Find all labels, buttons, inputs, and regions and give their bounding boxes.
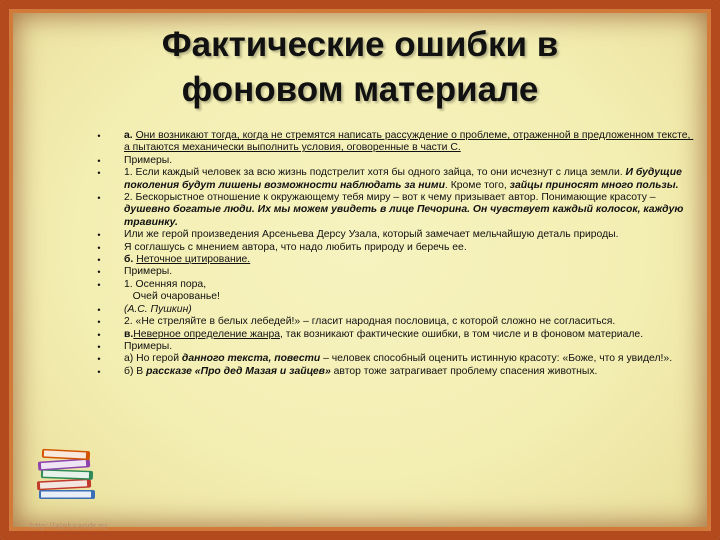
- bullet-text: 2. Бескорыстное отношение к окружающему тебя миру – вот к чему призывает автор. Понимающие красоту –: [124, 192, 659, 204]
- bullet-item: [94, 366, 698, 378]
- title-line-2: фоновом материале: [181, 70, 539, 109]
- bullet-text: Примеры.: [124, 266, 173, 278]
- bullet-text: б) В: [124, 365, 147, 377]
- bullet-text: данного текста, повести: [181, 353, 321, 365]
- bullet-item: [94, 192, 698, 229]
- bullet-text: , так возникают фактические ошибки, в том числе и в фоновом материале.: [280, 328, 644, 340]
- bullet-text: Примеры.: [124, 340, 173, 352]
- bullet-text: (А.С. Пушкин): [124, 303, 192, 315]
- bullet-item: [94, 304, 698, 316]
- bullet-list: [94, 130, 698, 378]
- bullet-marker: •: [97, 255, 101, 266]
- bullet-item: [94, 329, 698, 341]
- bullet-marker: •: [97, 329, 101, 340]
- bullet-item: [94, 279, 698, 304]
- bullet-marker: •: [97, 168, 101, 179]
- bullet-text: Неточное цитирование.: [136, 254, 251, 266]
- bullet-text: в.: [124, 328, 134, 340]
- bullet-item: [94, 316, 698, 328]
- bullet-text: автор тоже затрагивает проблему спасения животных.: [330, 365, 598, 377]
- bullet-marker: •: [97, 354, 101, 365]
- bullet-item: [94, 130, 698, 155]
- bullet-marker: •: [97, 267, 101, 278]
- bullet-item: [94, 254, 698, 266]
- bullet-text: 2. «Не стреляйте в белых лебедей!» – гласит народная пословица, с которой сложно не согласиться.: [124, 316, 616, 328]
- bullet-text: Очей очарованье!: [124, 291, 220, 303]
- bullet-item: [94, 266, 698, 278]
- bullet-text: Или же герой произведения Арсеньева Дерсу Узала, который замечает мельчайшую деталь природы.: [124, 229, 619, 241]
- bullet-text: Неверное определение жанра: [133, 328, 281, 340]
- bullet-text: Я соглашусь с мнением автора, что надо любить природу и беречь ее.: [124, 241, 467, 253]
- bullet-marker: •: [97, 193, 101, 204]
- bullet-marker: •: [97, 304, 101, 315]
- books-stack-icon: [33, 436, 103, 506]
- bullet-text: душевно богатые люди. Их мы можем увидеть в лице Печорина. Он чувствует каждый колосок, каждую травинку.: [124, 204, 687, 228]
- bullet-text: Примеры.: [124, 154, 173, 166]
- bullet-text: Они возникают тогда, когда не стремятся написать рассуждение о проблеме, отраженной в предложенном тексте, а пытаются механически выполнить условия, оговоренные в части С.: [124, 130, 694, 154]
- bullet-text: б.: [124, 254, 137, 266]
- bullet-item: [94, 229, 698, 241]
- bullet-text: 1. Осенняя пора,: [124, 278, 207, 290]
- title-line-1: Фактические ошибки в: [161, 25, 559, 64]
- bullet-item: [94, 353, 698, 365]
- bullet-marker: •: [97, 155, 101, 166]
- bullet-text: а) Но герой: [124, 353, 182, 365]
- bullet-text: рассказе «Про дед Мазая и зайцев»: [146, 365, 331, 377]
- bullet-marker: •: [97, 317, 101, 328]
- bullet-text: а.: [124, 130, 136, 141]
- footer-url: http://aleksandr.ru: [30, 521, 108, 531]
- bullet-item: [94, 155, 698, 167]
- bullet-marker: •: [97, 131, 101, 141]
- bullet-marker: •: [97, 230, 101, 241]
- bullet-text: . Кроме того,: [444, 179, 510, 191]
- bullet-item: [94, 167, 698, 192]
- bullet-item: [94, 242, 698, 254]
- bullet-marker: •: [97, 366, 101, 377]
- slide-title: [95, 22, 625, 112]
- bullet-marker: •: [97, 242, 101, 253]
- bullet-item: [94, 341, 698, 353]
- bullet-marker: •: [97, 341, 101, 352]
- bullet-marker: •: [97, 279, 101, 290]
- bullet-text: – человек способный оценить истинную красоту: «Боже, что я увидел!».: [320, 353, 673, 365]
- bullet-text: зайцы приносят много пользы.: [509, 179, 679, 191]
- bullet-text: И будущие поколения будут лишены возможности наблюдать за ними: [124, 167, 685, 191]
- bullet-text: 1. Если каждый человек за всю жизнь подстрелит хотя бы одного зайца, то они исчезнут с лица земли.: [124, 167, 626, 179]
